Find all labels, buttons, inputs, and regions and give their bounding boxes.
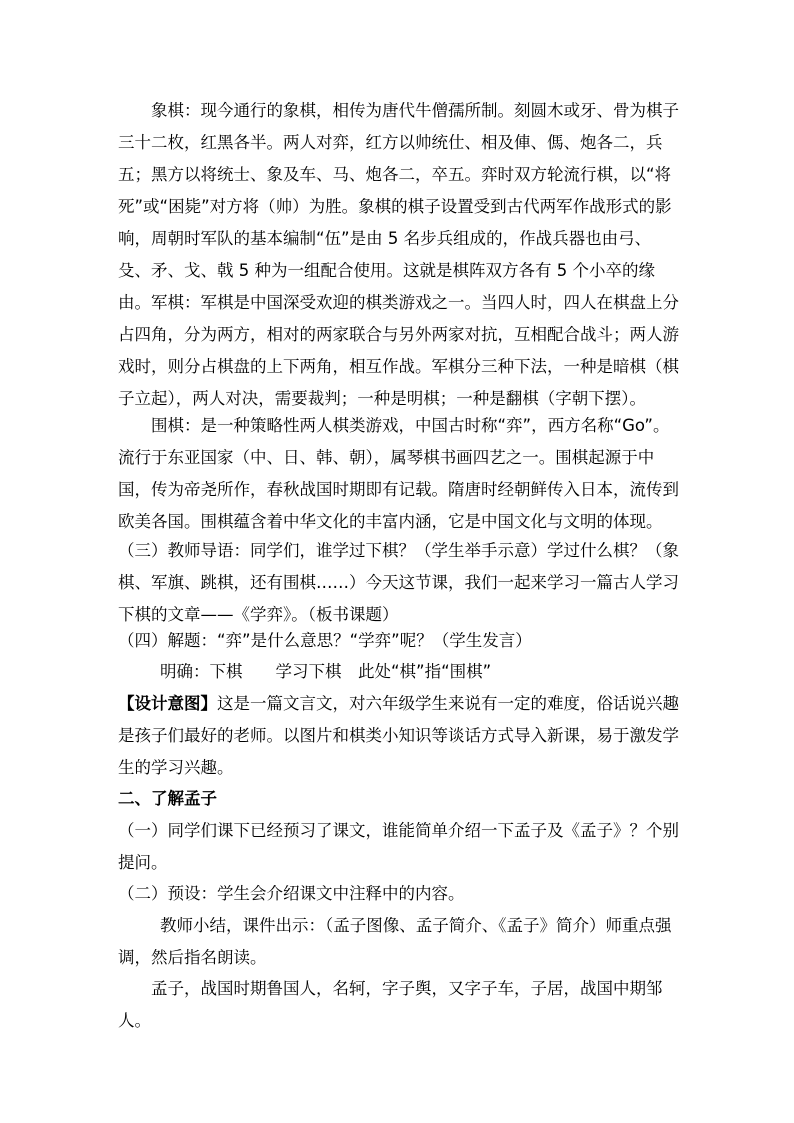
paragraph-sub2: （二）预设：学生会介绍课文中注释中的内容。 <box>118 884 465 903</box>
paragraph-step4: （四）解题：“弈”是什么意思？“学弈”呢？（学生发言） <box>118 631 532 650</box>
paragraph-summary: 教师小结，课件出示：（孟子图像、孟子简介、《孟子》简介）师重点强调，然后指名朗读。 <box>118 916 672 967</box>
paragraph-mengzi-intro: 孟子，战国时期鲁国人，名轲，字子舆，又字子车，子居，战国中期邹人。 <box>118 979 663 1030</box>
paragraph-step3: （三）教师导语：同学们，谁学过下棋？（学生举手示意）学过什么棋？（象棋、军旗、跳棋，还有围棋……）今天这节课，我们一起来学习一篇古人学习下棋的文章——《学弈》。（板书课题） <box>118 541 679 624</box>
paragraph-sub1: （一）同学们课下已经预习了课文，谁能简单介绍一下孟子及《孟子》？个别提问。 <box>118 821 679 872</box>
design-intent-label: 【设计意图】 <box>118 694 217 713</box>
paragraph-design-intent <box>118 688 684 784</box>
design-intent-text: 这是一篇文言文，对六年级学生来说有一定的难度，俗话说兴趣是孩子们最好的老师。以图片和棋类小知识等谈话方式导入新课，易于激发学生的学习兴趣。 <box>118 694 679 777</box>
paragraph-clarify: 明确：下棋 学习下棋 此处“棋”指“围棋” <box>160 662 492 681</box>
paragraph-xiangqi: 象棋：现今通行的象棋，相传为唐代牛僧孺所制。刻圆木或牙、骨为棋子三十二枚，红黑各半。两人对弈，红方以帅统仕、相及俥、傌、炮各二，兵五；黑方以将统士、象及车、马、炮各二，卒五。弈时双方轮流行棋，以“将死”或“困毙”对方将（帅）为胜。象棋的棋子设置受到古代两军作战形式的影响，周朝时军队的基本编制“伍”是由 5 名步兵组成的，作战兵器也由弓、殳、矛、戈、戟 5 种为一组配合使用。这就是棋阵双方各有 5 个小卒的缘由。 <box>118 101 679 312</box>
paragraph-junqi: 军棋：军棋是中国深受欢迎的棋类游戏之一。当四人时，四人在棋盘上分占四角，分为两方，相对的两家联合与另外两家对抗，互相配合战斗；两人游戏时，则分占棋盘的上下两角，相互作战。军棋分三种下法，一种是暗棋（棋子立起），两人对决，需要裁判；一种是明棋；一种是翻棋（字朝下摆）。 <box>118 293 679 408</box>
paragraph-weiqi: 围棋：是一种策略性两人棋类游戏，中国古时称“弈”，西方名称“Go”。流行于东亚国家（中、日、韩、朝），属琴棋书画四艺之一。围棋起源于中国，传为帝尧所作，春秋战国时期即有记载。隋唐时经朝鲜传入日本，流传到欧美各国。围棋蕴含着中华文化的丰富内涵，它是中国文化与文明的体现。 <box>118 416 679 531</box>
section-heading-mengzi: 二、了解孟子 <box>118 789 217 808</box>
